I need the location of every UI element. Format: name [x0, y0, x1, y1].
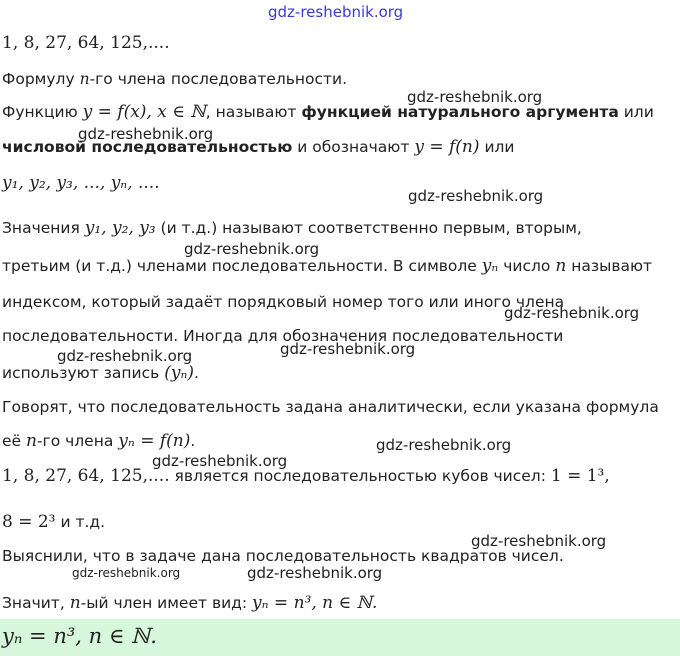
- func-mid: , называют: [205, 103, 297, 121]
- num-mid: и обозначают: [297, 138, 410, 156]
- its-mid: -го члена: [36, 432, 114, 450]
- formula-pre: Формулу: [2, 70, 75, 88]
- values-math: y₁, y₂, y₃: [84, 218, 156, 238]
- its-math: yₙ = f(n): [118, 431, 191, 451]
- function-line: [2, 102, 654, 122]
- use-math: (yₙ): [164, 363, 194, 383]
- watermark: gdz-reshebnik.org: [280, 340, 416, 358]
- its-n: n: [26, 431, 37, 451]
- func-math: y = f(x), x ∈ ℕ: [82, 102, 206, 122]
- sequence-text-line: последовательности. Иногда для обозначения последовательности: [2, 327, 564, 345]
- watermark: gdz-reshebnik.org: [504, 304, 640, 322]
- sequence-line: 1, 8, 27, 64, 125,....: [2, 33, 170, 53]
- watermark: gdz-reshebnik.org: [376, 436, 512, 454]
- use-pre: используют запись: [2, 364, 160, 382]
- watermark: gdz-reshebnik.org: [152, 452, 288, 470]
- index-line: индексом, который задаёт порядковый номер того или иного члена: [2, 293, 565, 311]
- third-n: n: [555, 256, 567, 276]
- cubes-line: [2, 466, 610, 486]
- means-n: n: [69, 593, 81, 613]
- found-line: Выяснили, что в задаче дана последовательность квадратов чисел.: [2, 547, 564, 565]
- func-bold: функцией натурального аргумента: [301, 103, 619, 121]
- means-line: [2, 593, 377, 613]
- func-post: или: [623, 103, 654, 121]
- watermark: gdz-reshebnik.org: [184, 240, 320, 258]
- third-yn: yₙ: [481, 256, 499, 276]
- watermark: gdz-reshebnik.org: [57, 347, 193, 365]
- means-pre: Значит,: [2, 594, 65, 612]
- formula-post: -го члена последовательности.: [89, 70, 348, 88]
- cubes-math: 1 = 1³,: [550, 466, 610, 486]
- answer-math: yₙ = n³, n ∈ ℕ.: [2, 624, 157, 648]
- eight-math: 8 = 2³: [2, 512, 56, 532]
- formula-line: [2, 70, 347, 88]
- its-line: [2, 431, 195, 451]
- watermark: gdz-reshebnik.org: [471, 532, 607, 550]
- means-math: yₙ = n³, n ∈ ℕ.: [252, 593, 378, 613]
- third-pre: третьим (и т.д.) членами последовательности. В символе: [2, 257, 477, 275]
- third-mid: число: [503, 257, 551, 275]
- cubes-text: является последовательностью кубов чисел:: [174, 467, 546, 485]
- say-line: Говорят, что последовательность задана аналитически, если указана формула: [2, 398, 659, 416]
- num-bold: числовой последовательностью: [2, 138, 293, 156]
- third-line: [2, 256, 652, 276]
- third-post: называют: [571, 257, 653, 275]
- watermark: gdz-reshebnik.org: [247, 564, 383, 582]
- eight-line: [2, 512, 105, 532]
- watermark: gdz-reshebnik.org: [72, 566, 181, 580]
- means-mid: -ый член имеет вид:: [80, 594, 248, 612]
- use-post: .: [193, 364, 199, 382]
- watermark: gdz-reshebnik.org: [78, 125, 214, 143]
- num-math: y = f(n): [414, 137, 480, 157]
- its-pre: её: [2, 432, 22, 450]
- its-post: .: [190, 432, 196, 450]
- watermark-top: gdz-reshebnik.org: [268, 3, 404, 21]
- func-pre: Функцию: [2, 103, 78, 121]
- num-post: или: [484, 138, 515, 156]
- cubes-seq: 1, 8, 27, 64, 125,....: [2, 466, 170, 486]
- numeric-line: [2, 137, 515, 157]
- eight-post: и т.д.: [60, 513, 106, 531]
- use-line: [2, 363, 199, 383]
- values-pre: Значения: [2, 219, 80, 237]
- values-post: (и т.д.) называют соответственно первым, вторым,: [160, 219, 582, 237]
- answer-box: [0, 619, 680, 656]
- y-list-line: y₁, y₂, y₃, ..., yₙ, ....: [2, 173, 160, 193]
- watermark: gdz-reshebnik.org: [408, 187, 544, 205]
- formula-n: n: [79, 70, 90, 88]
- values-line: [2, 218, 582, 238]
- watermark: gdz-reshebnik.org: [407, 88, 543, 106]
